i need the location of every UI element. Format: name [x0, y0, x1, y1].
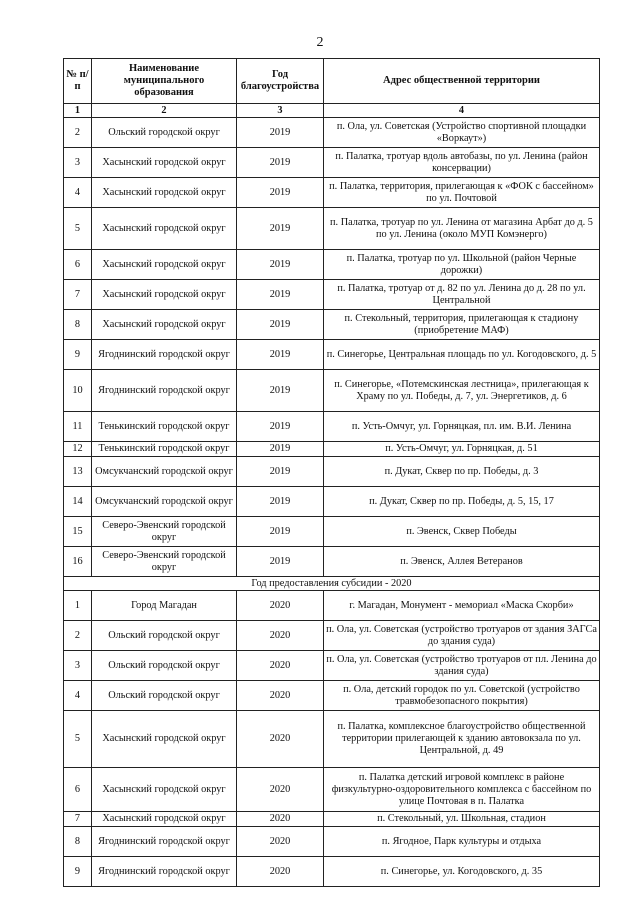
year-cell: 2019	[237, 118, 324, 148]
table-row	[64, 178, 600, 208]
row-number: 12	[64, 442, 92, 457]
table-row	[64, 857, 600, 887]
section-row-2020	[64, 577, 600, 591]
year-cell: 2019	[237, 442, 324, 457]
table-row	[64, 827, 600, 857]
year-cell: 2019	[237, 208, 324, 250]
municipality-cell: Ольский городской округ	[92, 651, 237, 681]
year-cell: 2019	[237, 148, 324, 178]
municipality-cell: Ольский городской округ	[92, 118, 237, 148]
header-address: Адрес общественной территории	[324, 59, 600, 104]
municipality-cell: Хасынский городской округ	[92, 280, 237, 310]
municipality-cell: Хасынский городской округ	[92, 178, 237, 208]
table-row	[64, 148, 600, 178]
year-cell: 2019	[237, 370, 324, 412]
address-cell: п. Палатка, тротуар по ул. Школьной (район Черные дорожки)	[324, 250, 600, 280]
row-number: 15	[64, 517, 92, 547]
year-cell: 2020	[237, 621, 324, 651]
table-header-row	[64, 59, 600, 104]
row-number: 3	[64, 651, 92, 681]
column-numbers-row	[64, 104, 600, 118]
year-cell: 2020	[237, 812, 324, 827]
address-cell: п. Синегорье, «Потемскинская лестница», прилегающая к Храму по ул. Победы, д. 7, ул. Энергетиков, д. 6	[324, 370, 600, 412]
municipality-cell: Северо-Эвенский городской округ	[92, 517, 237, 547]
address-cell: п. Ола, ул. Советская (устройство тротуаров от пл. Ленина до здания суда)	[324, 651, 600, 681]
row-number: 6	[64, 250, 92, 280]
address-cell: п. Эвенск, Сквер Победы	[324, 517, 600, 547]
row-number: 9	[64, 340, 92, 370]
column-number: 4	[324, 104, 600, 118]
table-row	[64, 621, 600, 651]
municipality-cell: Хасынский городской округ	[92, 310, 237, 340]
municipality-cell: Ягоднинский городской округ	[92, 857, 237, 887]
municipality-cell: Хасынский городской округ	[92, 768, 237, 812]
table-row	[64, 547, 600, 577]
municipality-cell: Хасынский городской округ	[92, 250, 237, 280]
year-cell: 2019	[237, 310, 324, 340]
municipality-cell: Омсукчанский городской округ	[92, 457, 237, 487]
municipality-cell: Омсукчанский городской округ	[92, 487, 237, 517]
year-cell: 2019	[237, 487, 324, 517]
row-number: 8	[64, 827, 92, 857]
column-number: 1	[64, 104, 92, 118]
year-cell: 2020	[237, 711, 324, 768]
year-cell: 2019	[237, 178, 324, 208]
public-territories-table	[63, 58, 600, 887]
header-num: № п/п	[64, 59, 92, 104]
municipality-cell: Северо-Эвенский городской округ	[92, 547, 237, 577]
address-cell: п. Стекольный, ул. Школьная, стадион	[324, 812, 600, 827]
row-number: 2	[64, 621, 92, 651]
municipality-cell: Тенькинский городской округ	[92, 442, 237, 457]
address-cell: п. Синегорье, Центральная площадь по ул. Когодовского, д. 5	[324, 340, 600, 370]
table-row	[64, 208, 600, 250]
row-number: 14	[64, 487, 92, 517]
address-cell: п. Усть-Омчуг, ул. Горняцкая, пл. им. В.И. Ленина	[324, 412, 600, 442]
table-row	[64, 711, 600, 768]
row-number: 9	[64, 857, 92, 887]
table-row	[64, 250, 600, 280]
table-row	[64, 412, 600, 442]
row-number: 8	[64, 310, 92, 340]
municipality-cell: Хасынский городской округ	[92, 148, 237, 178]
row-number: 5	[64, 711, 92, 768]
municipality-cell: Хасынский городской округ	[92, 711, 237, 768]
year-cell: 2019	[237, 412, 324, 442]
municipality-cell: Ягоднинский городской округ	[92, 827, 237, 857]
address-cell: п. Ягодное, Парк культуры и отдыха	[324, 827, 600, 857]
row-number: 4	[64, 681, 92, 711]
table-row	[64, 591, 600, 621]
column-number: 3	[237, 104, 324, 118]
address-cell: п. Ола, ул. Советская (Устройство спортивной площадки «Воркаут»)	[324, 118, 600, 148]
row-number: 2	[64, 118, 92, 148]
table-row	[64, 280, 600, 310]
year-cell: 2019	[237, 547, 324, 577]
address-cell: п. Палатка, тротуар от д. 82 по ул. Ленина до д. 28 по ул. Центральной	[324, 280, 600, 310]
address-cell: п. Ола, ул. Советская (устройство тротуаров от здания ЗАГСа до здания суда)	[324, 621, 600, 651]
rows-2019	[64, 118, 600, 577]
table-row	[64, 517, 600, 547]
municipality-cell: Ягоднинский городской округ	[92, 370, 237, 412]
address-cell: п. Усть-Омчуг, ул. Горняцкая, д. 51	[324, 442, 600, 457]
header-year: Год благоустройства	[237, 59, 324, 104]
address-cell: п. Дукат, Сквер по пр. Победы, д. 5, 15, 17	[324, 487, 600, 517]
address-cell: п. Эвенск, Аллея Ветеранов	[324, 547, 600, 577]
municipality-cell: Ягоднинский городской округ	[92, 340, 237, 370]
municipality-cell: Ольский городской округ	[92, 621, 237, 651]
year-cell: 2019	[237, 457, 324, 487]
row-number: 7	[64, 812, 92, 827]
table-row	[64, 118, 600, 148]
row-number: 13	[64, 457, 92, 487]
row-number: 10	[64, 370, 92, 412]
table-row	[64, 340, 600, 370]
year-cell: 2020	[237, 591, 324, 621]
table-row	[64, 457, 600, 487]
rows-2020	[64, 591, 600, 887]
year-cell: 2020	[237, 681, 324, 711]
row-number: 1	[64, 591, 92, 621]
address-cell: п. Дукат, Сквер по пр. Победы, д. 3	[324, 457, 600, 487]
address-cell: г. Магадан, Монумент - мемориал «Маска Скорби»	[324, 591, 600, 621]
row-number: 7	[64, 280, 92, 310]
address-cell: п. Палатка детский игровой комплекс в районе физкультурно-оздоровительного комплекса с бассейном по улице Почтовая в п. Палатка	[324, 768, 600, 812]
row-number: 4	[64, 178, 92, 208]
year-cell: 2020	[237, 827, 324, 857]
section-title-2020: Год предоставления субсидии - 2020	[64, 577, 600, 591]
address-cell: п. Палатка, тротуар по ул. Ленина от магазина Арбат до д. 5 по ул. Ленина (около МУП Комэнерго)	[324, 208, 600, 250]
address-cell: п. Стекольный, территория, прилегающая к стадиону (приобретение МАФ)	[324, 310, 600, 340]
row-number: 11	[64, 412, 92, 442]
municipality-cell: Тенькинский городской округ	[92, 412, 237, 442]
row-number: 5	[64, 208, 92, 250]
address-cell: п. Палатка, комплексное благоустройство общественной территории прилегающей к зданию автовокзала по ул. Центральной, д. 49	[324, 711, 600, 768]
table-row	[64, 442, 600, 457]
year-cell: 2019	[237, 340, 324, 370]
table-row	[64, 768, 600, 812]
address-cell: п. Палатка, тротуар вдоль автобазы, по ул. Ленина (район консервации)	[324, 148, 600, 178]
address-cell: п. Синегорье, ул. Когодовского, д. 35	[324, 857, 600, 887]
table-row	[64, 487, 600, 517]
year-cell: 2019	[237, 280, 324, 310]
municipality-cell: Хасынский городской округ	[92, 208, 237, 250]
column-number: 2	[92, 104, 237, 118]
year-cell: 2019	[237, 250, 324, 280]
row-number: 6	[64, 768, 92, 812]
municipality-cell: Хасынский городской округ	[92, 812, 237, 827]
table-row	[64, 651, 600, 681]
year-cell: 2020	[237, 651, 324, 681]
municipality-cell: Город Магадан	[92, 591, 237, 621]
table-row	[64, 370, 600, 412]
address-cell: п. Ола, детский городок по ул. Советской (устройство травмобезопасного покрытия)	[324, 681, 600, 711]
year-cell: 2020	[237, 857, 324, 887]
row-number: 3	[64, 148, 92, 178]
header-municipality: Наименование муниципального образования	[92, 59, 237, 104]
municipality-cell: Ольский городской округ	[92, 681, 237, 711]
year-cell: 2019	[237, 517, 324, 547]
table-row	[64, 681, 600, 711]
page-number: 2	[316, 35, 324, 50]
year-cell: 2020	[237, 768, 324, 812]
table-row	[64, 812, 600, 827]
table-row	[64, 310, 600, 340]
row-number: 16	[64, 547, 92, 577]
address-cell: п. Палатка, территория, прилегающая к «ФОК с бассейном» по ул. Почтовой	[324, 178, 600, 208]
